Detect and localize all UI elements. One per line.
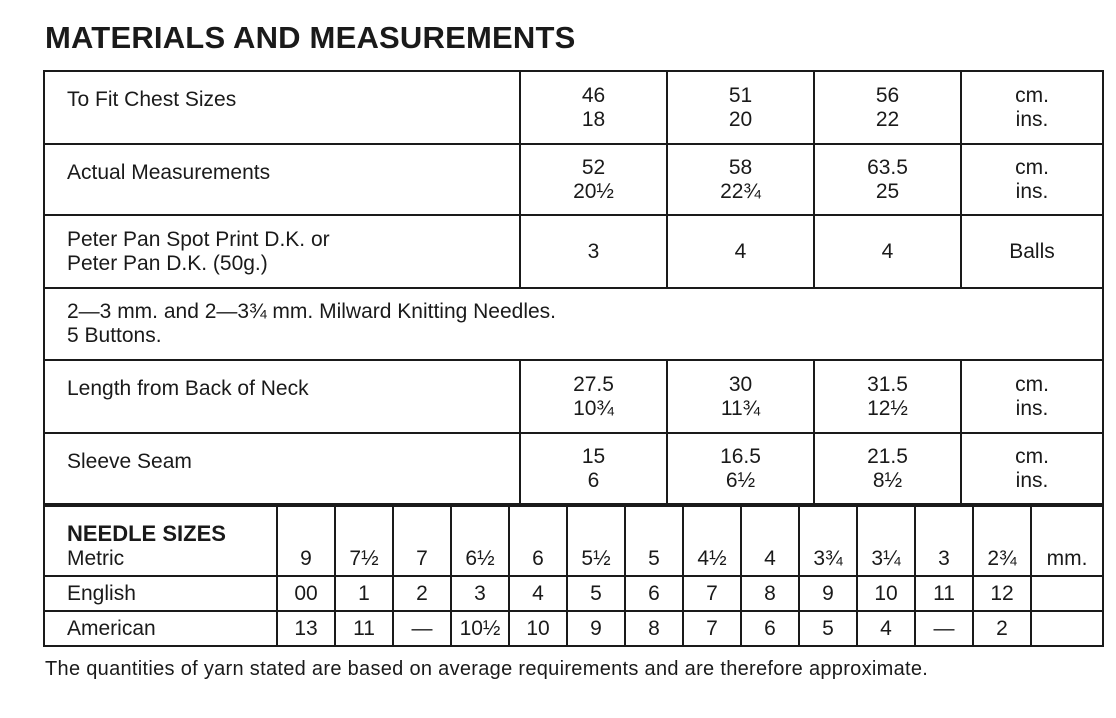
size-cell: 56 22 xyxy=(814,71,961,144)
needle-row-metric xyxy=(44,506,1103,576)
unit-cell: cm. ins. xyxy=(961,71,1103,144)
needle-cell: 2¾ xyxy=(973,506,1031,576)
page-title: MATERIALS AND MEASUREMENTS xyxy=(45,20,576,55)
row-label: Actual Measurements xyxy=(44,144,520,215)
size-cell: 58 22¾ xyxy=(667,144,814,215)
needle-cell: 2 xyxy=(393,576,451,611)
needle-cell: 9 xyxy=(567,611,625,646)
needle-cell: 5 xyxy=(567,576,625,611)
materials-note: 2—3 mm. and 2—3¾ mm. Milward Knitting Needles. 5 Buttons. xyxy=(44,288,1103,360)
needle-cell: 10 xyxy=(857,576,915,611)
needle-cell: 5½ xyxy=(567,506,625,576)
needle-cell: 6½ xyxy=(451,506,509,576)
needle-cell: 3¼ xyxy=(857,506,915,576)
row-label: To Fit Chest Sizes xyxy=(44,71,520,144)
needle-cell: — xyxy=(915,611,973,646)
needle-cell: 3 xyxy=(915,506,973,576)
needle-cell: 5 xyxy=(625,506,683,576)
needle-cell: 6 xyxy=(741,611,799,646)
needle-cell: 6 xyxy=(625,576,683,611)
footnote: The quantities of yarn stated are based on average requirements and are therefore approximate. xyxy=(45,658,929,680)
needle-cell: 3 xyxy=(451,576,509,611)
row-label: Peter Pan Spot Print D.K. or Peter Pan D.K. (50g.) xyxy=(44,215,520,288)
needle-cell: 10 xyxy=(509,611,567,646)
row-actual xyxy=(44,144,1103,215)
needle-cell: 8 xyxy=(741,576,799,611)
needle-cell: 7 xyxy=(393,506,451,576)
needle-cell: 9 xyxy=(277,506,335,576)
unit-cell: cm. ins. xyxy=(961,360,1103,433)
row-needles-buttons xyxy=(44,288,1103,360)
needle-row-american xyxy=(44,611,1103,646)
needle-cell: 7 xyxy=(683,576,741,611)
needle-cell: — xyxy=(393,611,451,646)
needle-cell: 4½ xyxy=(683,506,741,576)
size-cell: 31.5 12½ xyxy=(814,360,961,433)
needle-cell: 1 xyxy=(335,576,393,611)
row-label: Sleeve Seam xyxy=(44,433,520,504)
needle-cell: 00 xyxy=(277,576,335,611)
needle-cell: 4 xyxy=(857,611,915,646)
needle-cell: mm. xyxy=(1031,506,1103,576)
needle-cell xyxy=(1031,576,1103,611)
row-label: Length from Back of Neck xyxy=(44,360,520,433)
size-cell: 3 xyxy=(520,215,667,288)
needle-sizes-table xyxy=(43,505,1104,647)
measurements-table xyxy=(43,70,1104,505)
needle-cell: 10½ xyxy=(451,611,509,646)
unit-cell: cm. ins. xyxy=(961,144,1103,215)
unit-cell: cm. ins. xyxy=(961,433,1103,504)
needle-cell: 13 xyxy=(277,611,335,646)
needle-cell: 11 xyxy=(915,576,973,611)
needle-cell: 3¾ xyxy=(799,506,857,576)
needle-cell: 4 xyxy=(741,506,799,576)
size-cell: 51 20 xyxy=(667,71,814,144)
size-cell: 4 xyxy=(814,215,961,288)
size-cell: 52 20½ xyxy=(520,144,667,215)
unit-cell: Balls xyxy=(961,215,1103,288)
size-cell: 4 xyxy=(667,215,814,288)
row-yarn xyxy=(44,215,1103,288)
needle-cell: 5 xyxy=(799,611,857,646)
row-chest xyxy=(44,71,1103,144)
needle-row-english xyxy=(44,576,1103,611)
needle-cell: 12 xyxy=(973,576,1031,611)
size-cell: 15 6 xyxy=(520,433,667,504)
size-cell: 27.5 10¾ xyxy=(520,360,667,433)
size-cell: 46 18 xyxy=(520,71,667,144)
needle-cell: 9 xyxy=(799,576,857,611)
needle-cell: 11 xyxy=(335,611,393,646)
needle-cell: 8 xyxy=(625,611,683,646)
size-cell: 30 11¾ xyxy=(667,360,814,433)
size-cell: 16.5 6½ xyxy=(667,433,814,504)
needle-row-label: English xyxy=(44,576,277,611)
needle-cell xyxy=(1031,611,1103,646)
needle-cell: 7 xyxy=(683,611,741,646)
needle-cell: 7½ xyxy=(335,506,393,576)
needle-cell: 6 xyxy=(509,506,567,576)
needle-row-label: American xyxy=(44,611,277,646)
row-sleeve xyxy=(44,433,1103,504)
needle-cell: 2 xyxy=(973,611,1031,646)
row-length xyxy=(44,360,1103,433)
needle-header: NEEDLE SIZES Metric xyxy=(44,506,277,576)
size-cell: 21.5 8½ xyxy=(814,433,961,504)
needle-cell: 4 xyxy=(509,576,567,611)
size-cell: 63.5 25 xyxy=(814,144,961,215)
